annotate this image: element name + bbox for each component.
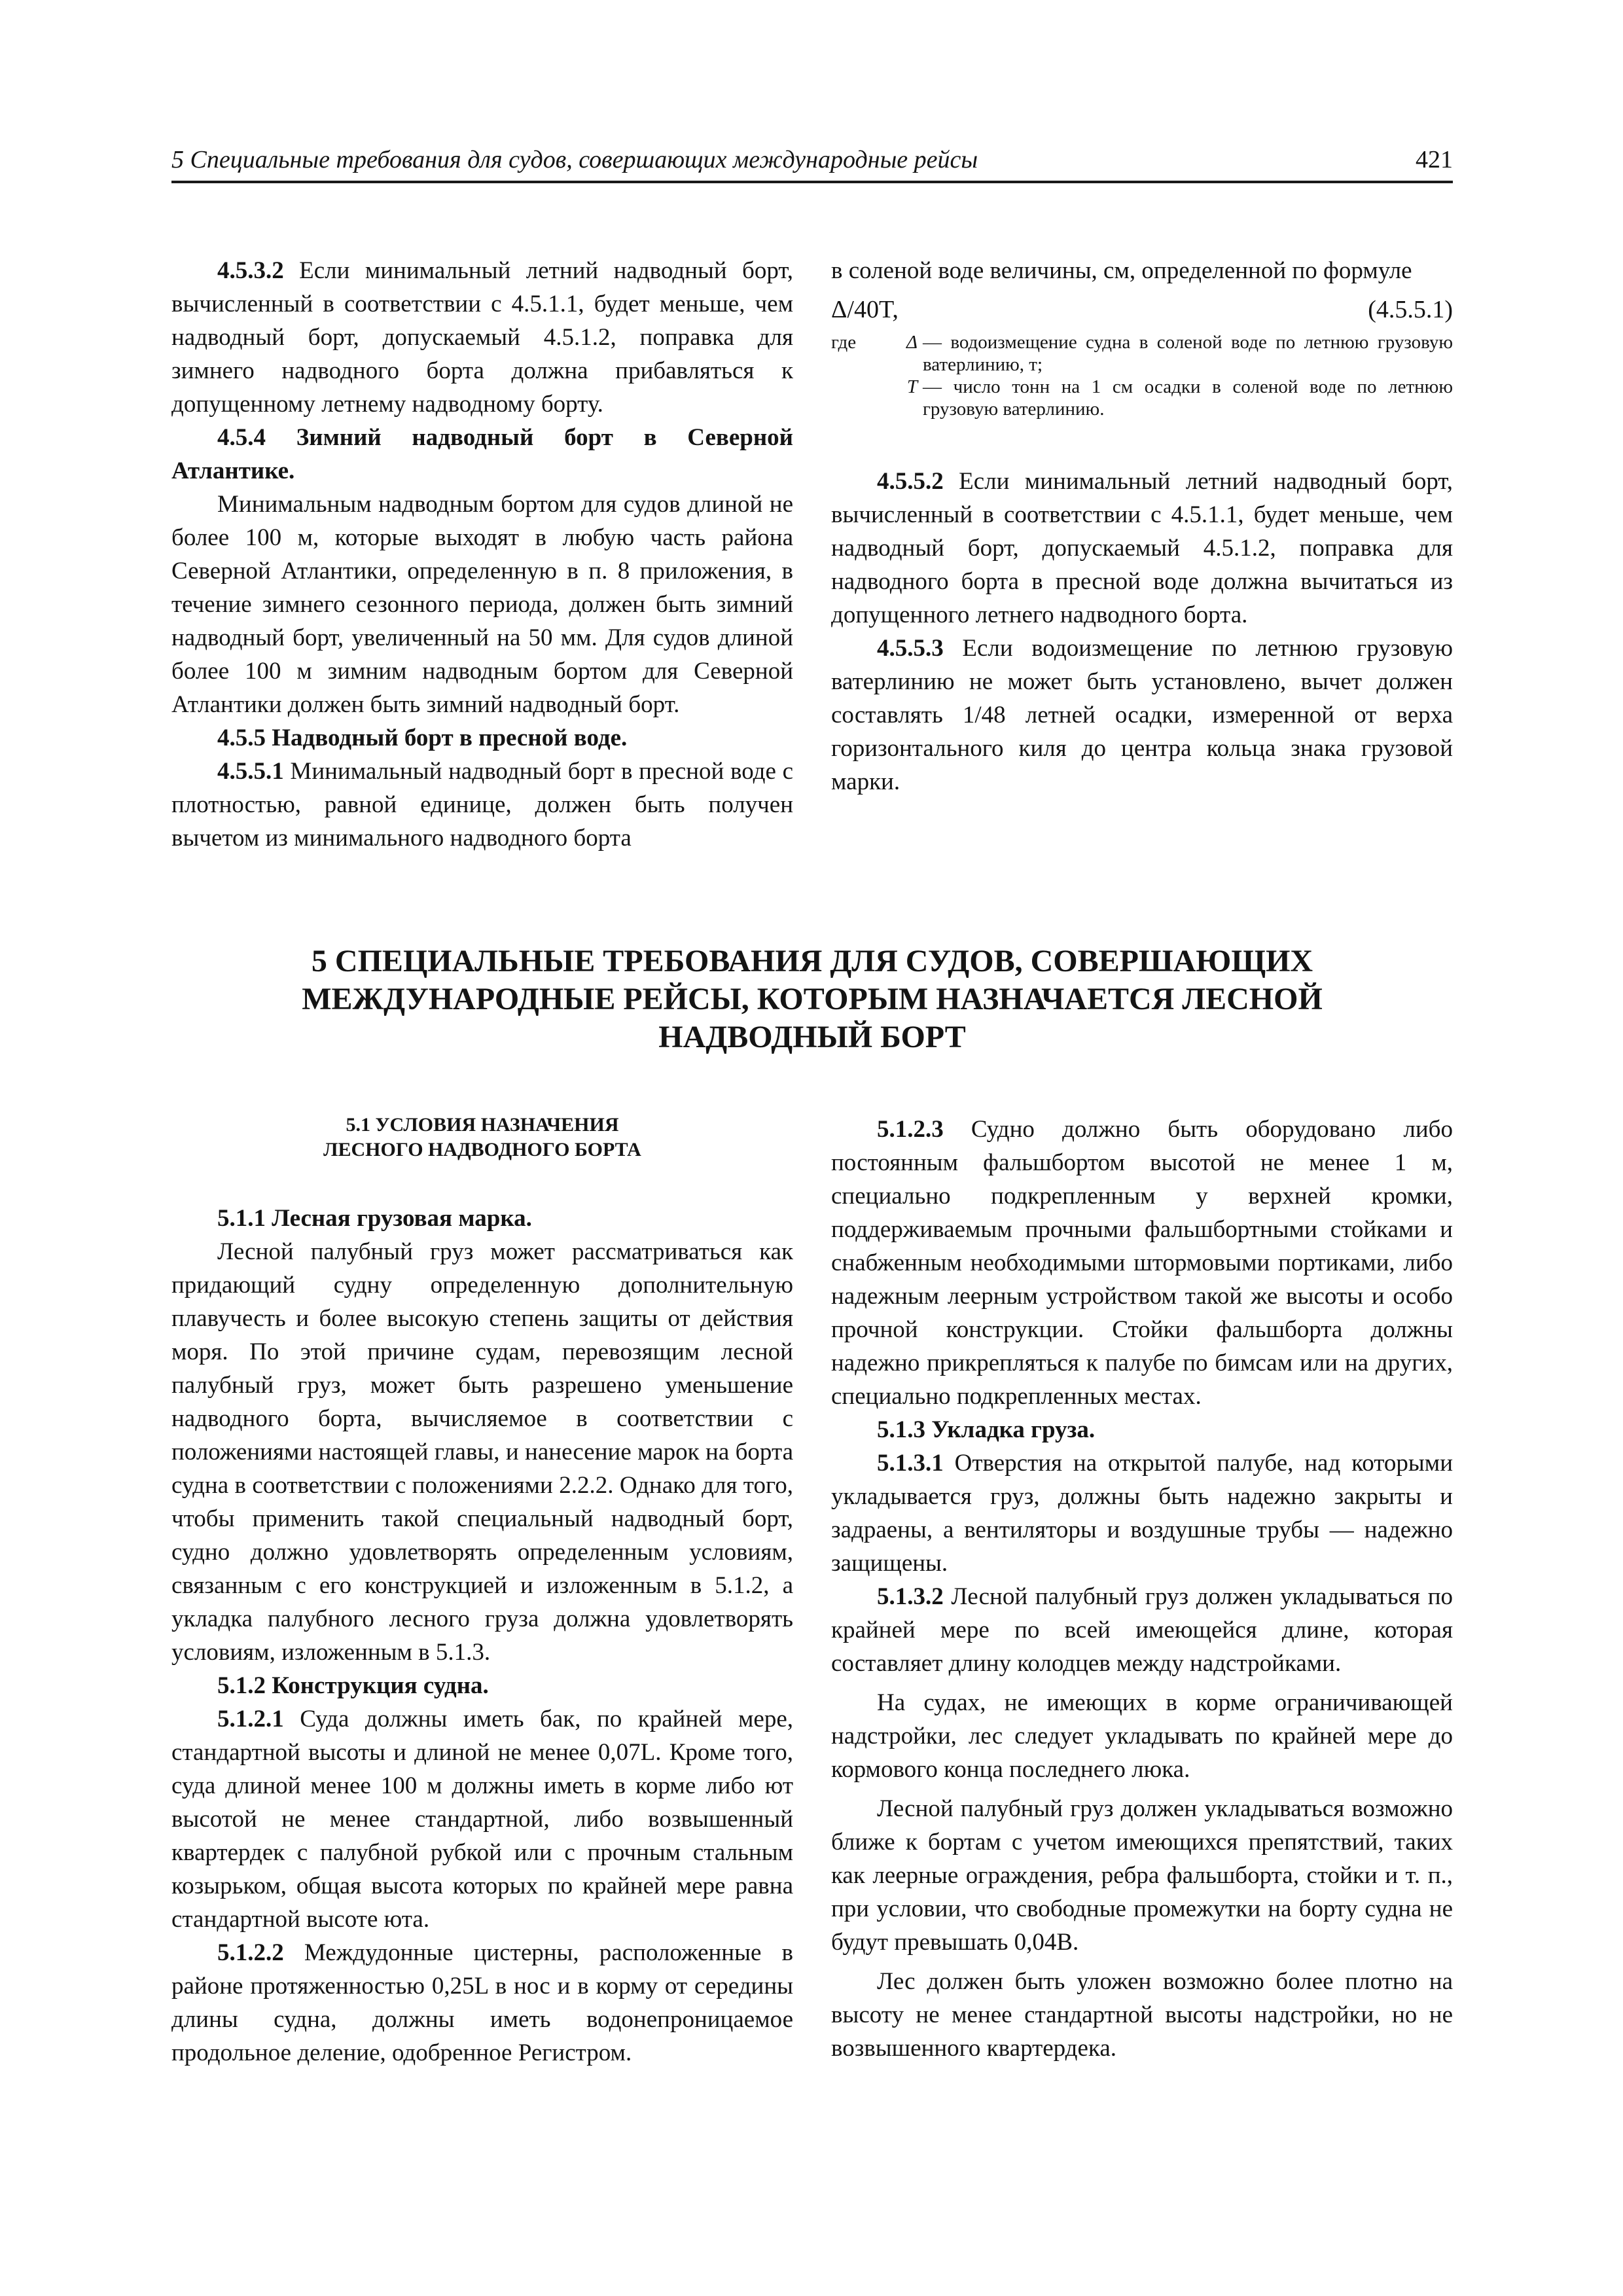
heading-4-5-5: 4.5.5 Надводный борт в пресной воде.: [217, 725, 628, 751]
paragraph-number: 5.1.3.2: [877, 1583, 944, 1610]
legend-definition-t: — число тонн на 1 см осадки в соленой воде по летнюю грузовую ватерлинию.: [923, 376, 1453, 420]
chapter-title-line: НАДВОДНЫЙ БОРТ: [658, 1020, 966, 1054]
section-title-line: 5.1 УСЛОВИЯ НАЗНАЧЕНИЯ: [346, 1114, 619, 1136]
paragraph-text: Суда должны иметь бак, по крайней мере, стандартной высоты и длиной не менее 0,07L. Кроме того, суда длиной менее 100 м должны иметь в корме либо ют высотой не менее стандартной, либо возвышенный квартердек с палубной рубкой или с прочным стальным козырьком, общая высота которых по крайней мере равна стандартной высоте юта.: [171, 1706, 793, 1933]
paragraph-stowage-height: Лес должен быть уложен возможно более плотно на высоту не менее стандартной высоты надстройки, но не возвышенного квартердека.: [831, 1968, 1453, 2062]
paragraph-number: 5.1.2.2: [217, 1939, 284, 1966]
paragraph-text: Если минимальный летний надводный борт, вычисленный в соответствии с 4.5.1.1, будет меньше, чем надводный борт, допускаемый 4.5.1.2, поправка для зимнего надводного борта должна прибавляться к допущенному летнему надводному борту.: [171, 257, 793, 418]
section-title-line: ЛЕСНОГО НАДВОДНОГО БОРТА: [323, 1139, 641, 1160]
paragraph-text: Междудонные цистерны, расположенные в районе протяженностью 0,25L в нос и в корму от середины длины судна, должны иметь водонепроницаемое продольное деление, одобренное Регистром.: [171, 1939, 793, 2066]
formula-number: (4.5.5.1): [1368, 296, 1453, 323]
paragraph-side-stowage: Лесной палубный груз должен укладываться возможно ближе к бортам с учетом имеющихся препятствий, таких как леерные ограждения, ребра фальшборта, стойки и т. п., при условии, что свободные промежутки на борту судна не будут превышать 0,04B.: [831, 1795, 1453, 1956]
formula: [831, 293, 1453, 331]
paragraph-timber-load-line: Лесной палубный груз может рассматриваться как придающий судну определенную дополнительную плавучесть и более высокую степень защиты от действия моря. По этой причине судам, перевозящим лесной палубный груз, может быть разрешено уменьшение надводного борта, вычисляемое в соответствии с положениями настоящей главы, и нанесение марок на борта судна в соответствии с положениями 2.2.2. Однако для того, чтобы применить такой специальный надводный борт, судно должно удовлетворять определенным условиям, связанным с его конструкцией и изложенным в 5.1.2, а укладка палубного лесного груза должна удовлетворять условиям, изложенным в 5.1.3.: [171, 1238, 793, 1666]
paragraph-5-1-3-1: [831, 1446, 1453, 1580]
section-title-5-1: [171, 1113, 793, 1162]
paragraph-text: Минимальный надводный борт в пресной воде с плотностью, равной единице, должен быть получен вычетом из минимального надводного борта: [171, 758, 793, 852]
paragraph-text: Лесной палубный груз должен укладываться по крайней мере по всей имеющейся длине, которая составляет длину колодцев между надстройками.: [831, 1583, 1453, 1677]
paragraph-text: Отверстия на открытой палубе, над которыми укладывается груз, должны быть надежно закрыты и задраены, а вентиляторы и воздушные трубы — надежно защищены.: [831, 1450, 1453, 1577]
paragraph-text: Судно должно быть оборудовано либо постоянным фальшбортом высотой не менее 1 м, специально подкрепленным у верхней кромки, поддерживаемым прочными фальшбортными стойками и снабженным необходимыми штормовыми портиками, либо надежным леерным устройством такой же высоты и особо прочной конструкции. Стойки фальшборта должны надежно прикрепляться к палубе по бимсам или на других, специально подкрепленных местах.: [831, 1116, 1453, 1410]
heading-5-1-2: 5.1.2 Конструкция судна.: [217, 1672, 489, 1699]
legend-symbol-delta: Δ: [906, 332, 918, 353]
paragraph-number: 5.1.3.1: [877, 1450, 944, 1477]
paragraph-number: 5.1.2.1: [217, 1706, 284, 1732]
paragraph-winter-freeboard: Минимальным надводным бортом для судов длиной не более 100 м, которые выходят в любую часть района Северной Атлантики, определенную в п. 8 приложения, в течение зимнего сезонного периода, должен быть зимний надводный борт, увеличенный на 50 мм. Для судов длиной более 100 м зимним надводным бортом для Северной Атлантики должен быть зимний надводный борт.: [171, 491, 793, 718]
paragraph-text: Если минимальный летний надводный борт, вычисленный в соответствии с 4.5.1.1, будет меньше, чем надводный борт, допускаемый 4.5.1.2, поправка для надводного борта в пресной воде должна вычитаться из допущенного летнего надводного борта.: [831, 468, 1453, 628]
paragraph-stern-stowage: На судах, не имеющих в корме ограничивающей надстройки, лес следует укладывать по крайней мере до кормового конца последнего люка.: [831, 1689, 1453, 1783]
heading-4-5-4: 4.5.4 Зимний надводный борт в Северной Атлантике.: [171, 424, 793, 484]
paragraph-4-5-5-3: [831, 632, 1453, 798]
bottom-left-column: [171, 1113, 793, 2070]
paragraph-continuation: в соленой воде величины, см, определенной по формуле: [831, 257, 1412, 284]
paragraph-number: 4.5.5.1: [217, 758, 284, 785]
paragraph-5-1-3-2: [831, 1580, 1453, 1680]
chapter-title: [171, 942, 1453, 1056]
paragraph-text: Если водоизмещение по летнюю грузовую ватерлинию не может быть установлено, вычет должен составлять 1/48 летней осадки, измеренной от верха горизонтального киля до центра кольца знака грузовой марки.: [831, 635, 1453, 795]
page-number: 421: [1416, 146, 1453, 173]
chapter-title-line: 5 СПЕЦИАЛЬНЫЕ ТРЕБОВАНИЯ ДЛЯ СУДОВ, СОВЕРШАЮЩИХ: [311, 944, 1313, 978]
heading-5-1-1: 5.1.1 Лесная грузовая марка.: [217, 1205, 532, 1232]
paragraph-5-1-2-1: [171, 1702, 793, 1936]
paragraph-number: 4.5.5.3: [877, 635, 944, 662]
paragraph-number: 5.1.2.3: [877, 1116, 944, 1143]
legend-definition-delta: — водоизмещение судна в соленой воде по летнюю грузовую ватерлинию, т;: [923, 332, 1453, 375]
paragraph-4-5-5-2: [831, 465, 1453, 632]
legend-symbol-t: T: [906, 376, 918, 397]
top-right-column: [831, 254, 1453, 798]
top-left-column: [171, 254, 793, 855]
paragraph-5-1-2-3: [831, 1113, 1453, 1413]
paragraph-5-1-2-2: [171, 1936, 793, 2070]
paragraph-number: 4.5.3.2: [217, 257, 284, 284]
running-title: 5 Специальные требования для судов, совершающих международные рейсы: [171, 146, 978, 173]
paragraph-4-5-5-1: [171, 755, 793, 855]
paragraph-number: 4.5.5.2: [877, 468, 944, 495]
bottom-right-column: [831, 1113, 1453, 2065]
formula-legend: [831, 331, 1453, 427]
heading-5-1-3: 5.1.3 Укладка груза.: [877, 1416, 1096, 1443]
formula-expression: Δ/40T,: [831, 296, 899, 323]
running-header: [171, 145, 1453, 183]
paragraph-4-5-3-2: [171, 254, 793, 421]
chapter-title-line: МЕЖДУНАРОДНЫЕ РЕЙСЫ, КОТОРЫМ НАЗНАЧАЕТСЯ ЛЕСНОЙ: [302, 982, 1323, 1016]
where-label: где: [831, 332, 857, 353]
